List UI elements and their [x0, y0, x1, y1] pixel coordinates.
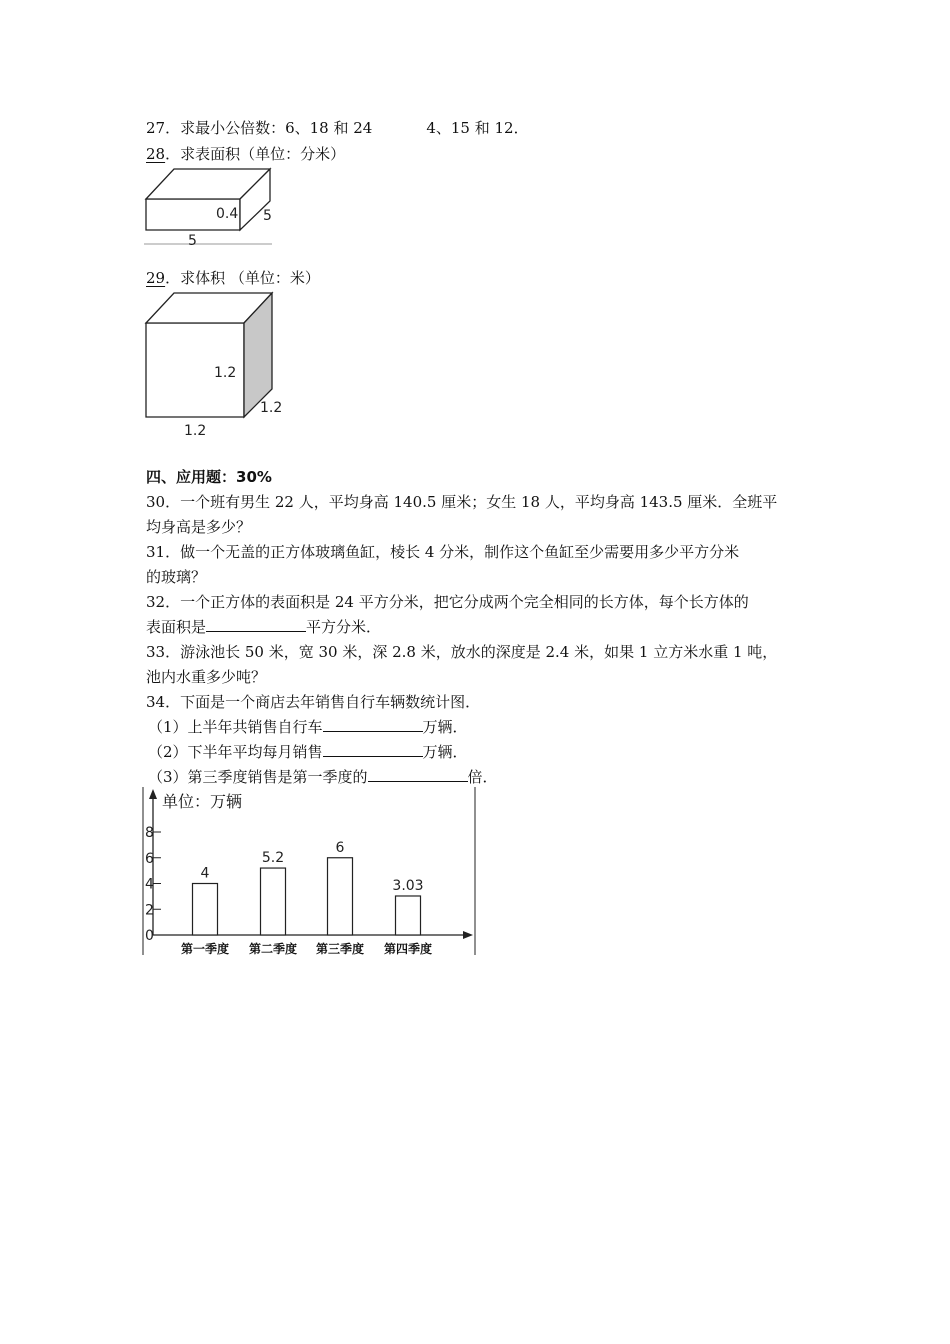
q29-width-label: 1.2	[184, 423, 207, 439]
q31-line1: 31．做一个无盖的正方体玻璃鱼缸，棱长 4 分米，制作这个鱼缸至少需要用多少平方分米	[146, 543, 740, 561]
q34-line1: 34．下面是一个商店去年销售自行车辆数统计图．	[146, 693, 481, 711]
bar-value-label: 5.2	[261, 850, 285, 867]
q34-sub1-prefix: （1）上半年共销售自行车	[148, 718, 323, 736]
q34-sub1-blank[interactable]	[323, 717, 423, 732]
q28-number: 28	[146, 145, 166, 163]
category-label: 第一季度	[180, 942, 230, 955]
q32-line2	[146, 617, 381, 637]
bar-value-label: 6	[335, 839, 345, 856]
bar-value-label: 3.03	[392, 877, 424, 894]
bar-chart	[142, 787, 476, 955]
q32-line1: 32．一个正方体的表面积是 24 平方分米，把它分成两个完全相同的长方体，每个长方体的	[146, 593, 749, 611]
q34-sub3-prefix: （3）第三季度销售是第一季度的	[148, 768, 368, 786]
bar	[328, 858, 353, 935]
chart-y-arrow	[149, 789, 157, 799]
q34-sub1	[148, 717, 468, 737]
q29-number: 29	[146, 269, 166, 287]
q29-title	[146, 268, 320, 288]
q28-height-label: 0.4	[216, 206, 239, 222]
bar	[193, 884, 218, 936]
q28-width-label: 5	[188, 233, 197, 249]
q34-sub2-blank[interactable]	[323, 742, 423, 757]
chart-title: 单位：万辆	[162, 792, 243, 811]
q32-answer-blank[interactable]	[206, 617, 306, 632]
q33-line2: 池内水重多少吨？	[146, 668, 267, 686]
q29-height-label: 1.2	[214, 365, 237, 381]
y-tick-label: 6	[145, 850, 154, 867]
q34-sub1-suffix: 万辆．	[422, 718, 468, 736]
q29-text: ．求体积 （单位：米）	[165, 269, 320, 287]
q32-line2-prefix: 表面积是	[146, 618, 207, 636]
q27-part1: 27．求最小公倍数：6、18 和 24	[146, 119, 373, 137]
category-label: 第三季度	[315, 942, 365, 955]
y-tick-label: 2	[145, 902, 154, 919]
bar	[396, 896, 421, 935]
q31-line2: 的玻璃？	[146, 568, 207, 586]
y-tick-label: 0	[145, 928, 154, 944]
q34-sub3	[148, 767, 498, 787]
q28-depth-label: 5	[263, 208, 272, 224]
chart-x-arrow	[463, 931, 473, 939]
q29-depth-label: 1.2	[260, 400, 283, 416]
q34-sub3-suffix: 倍．	[467, 768, 498, 786]
q28-text: ．求表面积（单位：分米）	[165, 145, 346, 163]
q27-part2: 4、15 和 12．	[426, 119, 529, 137]
q28-cuboid-figure	[140, 163, 280, 251]
q34-sub2-suffix: 万辆．	[422, 743, 468, 761]
q34-sub3-blank[interactable]	[368, 767, 468, 782]
category-label: 第四季度	[383, 942, 433, 955]
q27-text	[146, 118, 529, 138]
q32-line2-suffix: 平方分米．	[306, 618, 382, 636]
category-label: 第二季度	[248, 942, 298, 955]
section4-title: 四、应用题：30%	[146, 468, 272, 486]
q29-cube-figure	[140, 289, 290, 439]
y-tick-label: 4	[145, 876, 154, 893]
q28-title	[146, 144, 345, 164]
q30-line1: 30．一个班有男生 22 人，平均身高 140.5 厘米；女生 18 人，平均身高 143.5 厘米．全班平	[146, 493, 778, 511]
q33-line1: 33．游泳池长 50 米，宽 30 米，深 2.8 米，放水的深度是 2.4 米，如果 1 立方米水重 1 吨，	[146, 643, 778, 661]
bar	[261, 868, 286, 935]
q34-sub2	[148, 742, 468, 762]
bar-value-label: 4	[200, 865, 210, 882]
y-tick-label: 8	[145, 825, 154, 841]
q34-sub2-prefix: （2）下半年平均每月销售	[148, 743, 323, 761]
q30-line2: 均身高是多少？	[146, 518, 252, 536]
